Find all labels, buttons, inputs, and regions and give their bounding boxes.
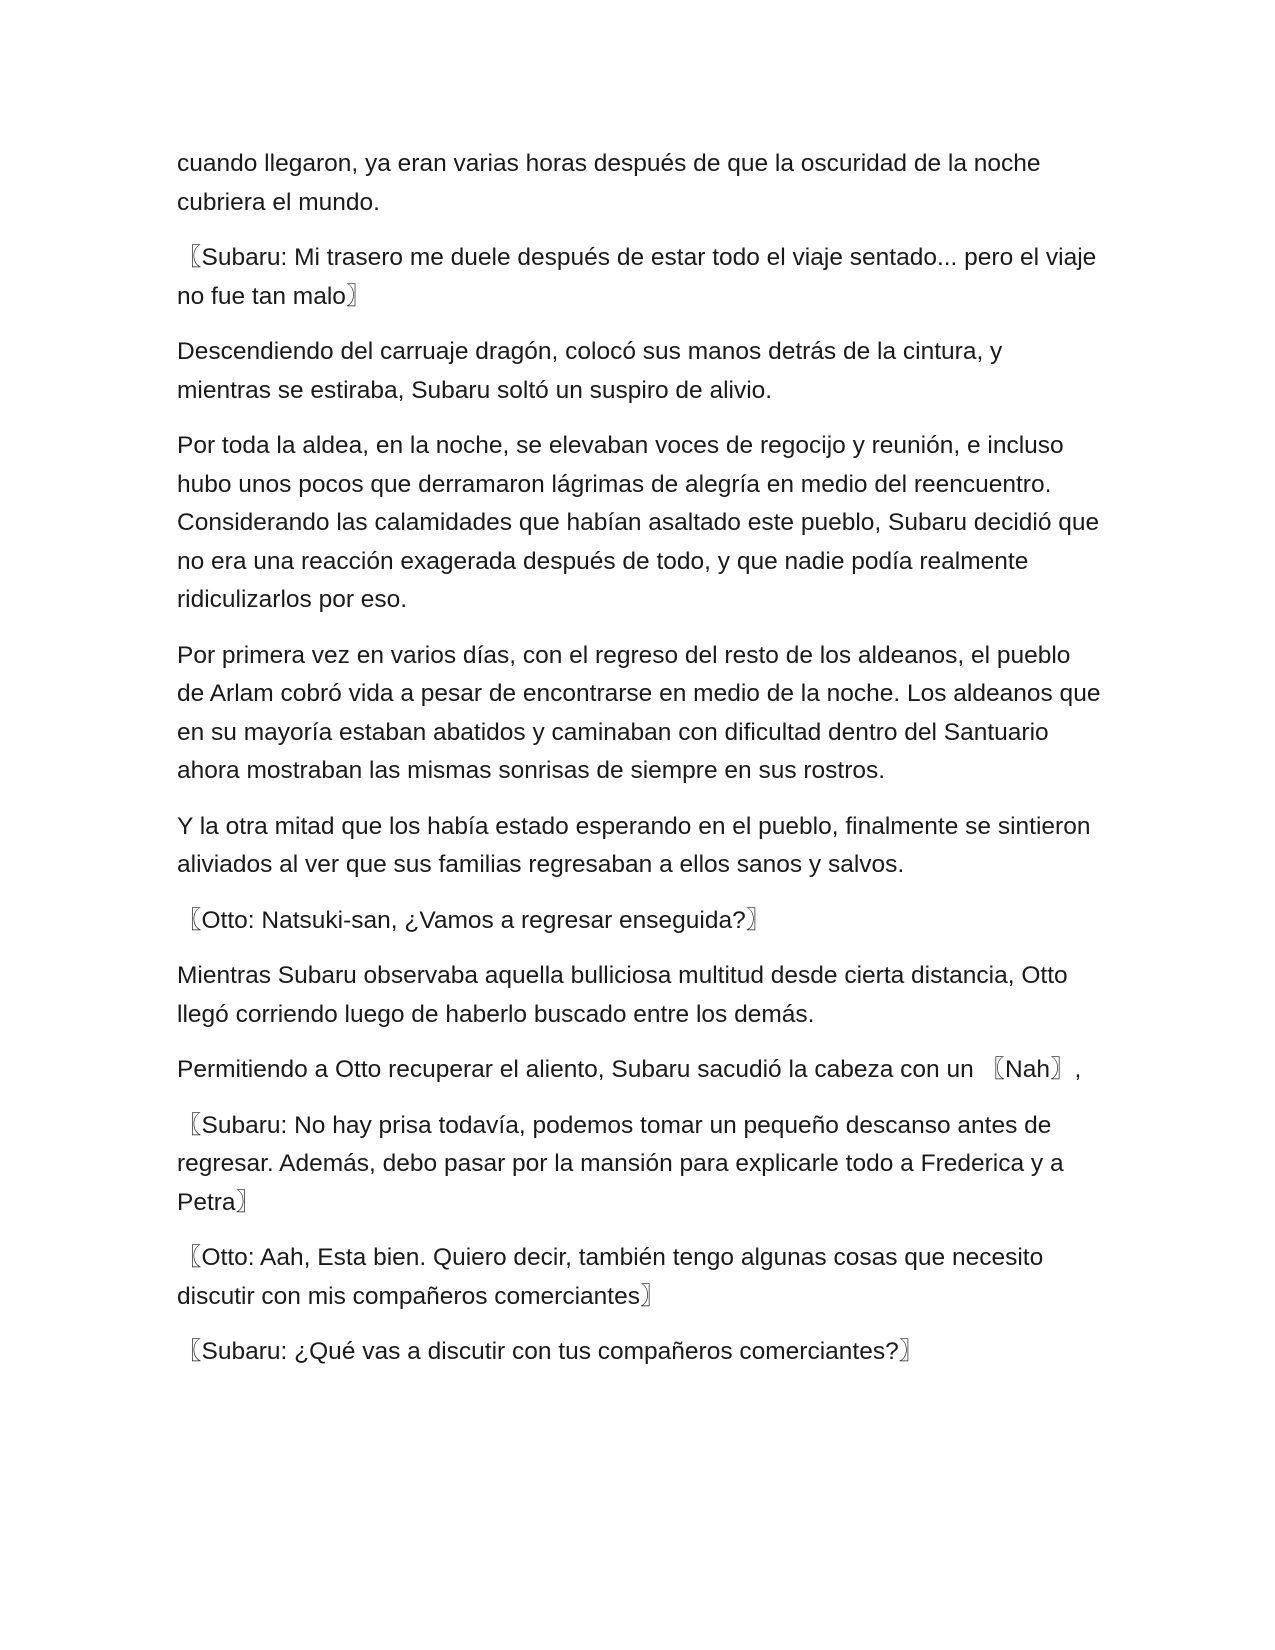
paragraph-dialogue: 〖Otto: Aah, Esta bien. Quiero decir, también tengo algunas cosas que necesito discutir con mis compañeros comerciantes〗 (177, 1244, 1051, 1310)
paragraph-dialogue: 〖Subaru: No hay prisa todavía, podemos tomar un pequeño descanso antes de regresar. Además, debo pasar por la mansión para explicarle todo a Frederica y a Petra〗 (177, 1111, 1071, 1216)
paragraph-dialogue: 〖Subaru: ¿Qué vas a discutir con tus compañeros comerciantes?〗 (177, 1338, 924, 1365)
paragraph-narration: Mientras Subaru observaba aquella bulliciosa multitud desde cierta distancia, Otto llegó corriendo luego de haberlo buscado entre los demás. (177, 962, 1075, 1028)
paragraph-narration: Por toda la aldea, en la noche, se elevaban voces de regocijo y reunión, e incluso hubo unos pocos que derramaron lágrimas de alegría en medio del reencuentro. Considerando las calamidades que habían asaltado este pueblo, Subaru decidió que no era una reacción exagerada después de todo, y que nadie podía realmente ridiculizarlos por eso. (177, 432, 1106, 613)
paragraph-narration: Permitiendo a Otto recuperar el aliento, Subaru sacudió la cabeza con un 〖Nah〗, (177, 1056, 1082, 1083)
paragraph-dialogue: 〖Otto: Natsuki-san, ¿Vamos a regresar enseguida?〗 (177, 906, 771, 934)
paragraph-narration: cuando llegaron, ya eran varias horas después de que la oscuridad de la noche cubriera el mundo. (177, 150, 1048, 216)
paragraph-narration: Y la otra mitad que los había estado esperando en el pueblo, finalmente se sintieron aliviados al ver que sus familias regresaban a ellos sanos y salvos. (177, 812, 1098, 878)
paragraph-dialogue: 〖Subaru: Mi trasero me duele después de estar todo el viaje sentado... pero el viaje no fue tan malo〗 (177, 244, 1104, 310)
text-body (177, 145, 1108, 1389)
paragraph-narration: Descendiendo del carruaje dragón, colocó sus manos detrás de la cintura, y mientras se estiraba, Subaru soltó un suspiro de alivio. (177, 338, 1010, 404)
paragraph-narration: Por primera vez en varios días, con el regreso del resto de los aldeanos, el pueblo de Arlam cobró vida a pesar de encontrarse en medio de la noche. Los aldeanos que en su mayoría estaban abatidos y caminaban con dificultad dentro del Santuario ahora mostraban las mismas sonrisas de siempre en sus rostros. (177, 641, 1108, 784)
